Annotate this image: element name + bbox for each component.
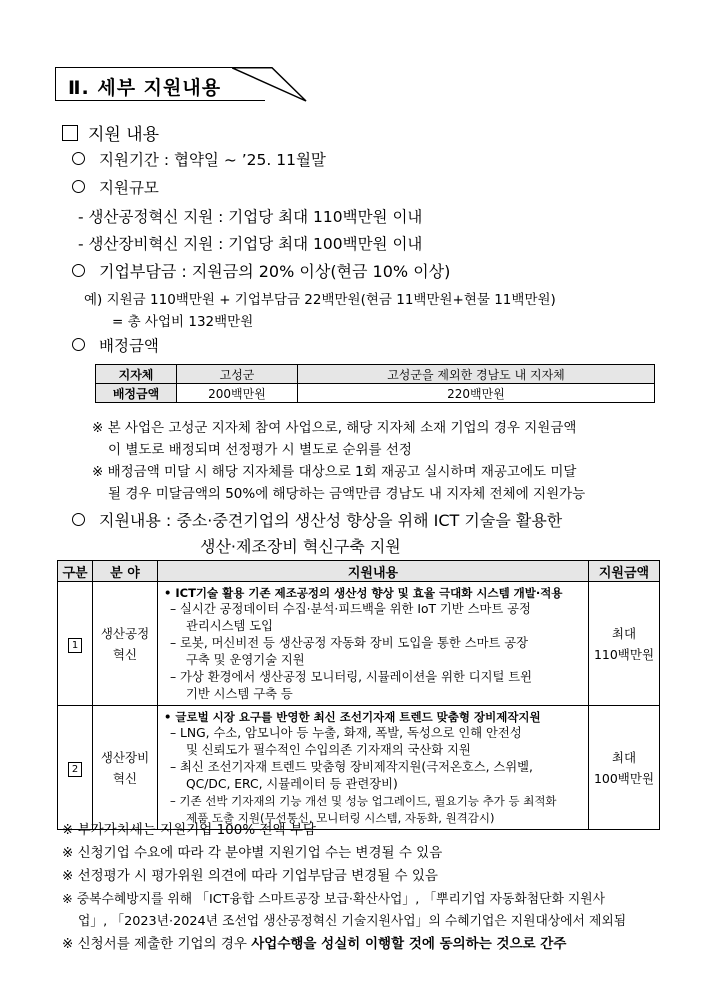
col-header: 지원내용 xyxy=(158,561,589,582)
page-title: Ⅱ. 세부 지원내용 xyxy=(68,77,222,99)
burden-total: = 총 사업비 132백만원 xyxy=(112,314,254,330)
circle-bullet-icon xyxy=(72,152,85,165)
alloc-header-cell: 고성군 xyxy=(177,365,298,384)
circle-bullet-icon xyxy=(72,338,85,351)
footer-note: 업」, 「2023년·2024년 조선업 생산공정혁신 기술지원사업」의 수혜기업은 지원대상에서 제외됨 xyxy=(78,914,627,929)
circle-bullet-icon xyxy=(72,180,85,193)
footer-note: ※ 신청기업 수요에 따라 각 분야별 지원기업 수는 변경될 수 있음 xyxy=(62,845,443,861)
support-scale-label: 지원규모 xyxy=(72,176,159,198)
allocation-table xyxy=(95,364,655,403)
alloc-row-label: 배정금액 xyxy=(96,384,177,403)
burden-label: 기업부담금 : 지원금의 20% 이상(현금 10% 이상) xyxy=(72,259,450,282)
row-amount: 최대 110백만원 xyxy=(589,582,660,706)
circle-bullet-icon xyxy=(72,264,85,277)
scale-item: - 생산공정혁신 지원 : 기업당 최대 110백만원 이내 xyxy=(78,208,423,226)
alloc-header-cell: 고성군을 제외한 경남도 내 지자체 xyxy=(298,365,655,384)
row-amount: 최대 100백만원 xyxy=(589,706,660,830)
content-label-cont: 생산·제조장비 혁신구축 지원 xyxy=(200,537,401,556)
content-label: 지원내용 : 중소·중견기업의 생산성 향상을 위해 ICT 기술을 활용한 xyxy=(72,508,562,531)
scale-item: - 생산장비혁신 지원 : 기업당 최대 100백만원 이내 xyxy=(78,235,423,253)
footer-note: ※ 부가가치세는 지원기업 100% 전액 부담 xyxy=(62,822,316,838)
note-line: ※ 본 사업은 고성군 지자체 참여 사업으로, 해당 지자체 소재 기업의 경우 지원금액 xyxy=(92,420,577,436)
alloc-header-cell: 지자체 xyxy=(96,365,177,384)
footer-note: ※ 선정평가 시 평가위원 의견에 따라 기업부담금 변경될 수 있음 xyxy=(62,868,438,884)
alloc-cell: 220백만원 xyxy=(298,384,655,403)
checkbox-square-icon xyxy=(62,125,78,141)
note-line: 될 경우 미달금액의 50%에 해당하는 금액만큼 경남도 내 지자체 전체에 지원가능 xyxy=(108,486,586,502)
footer-note: ※ 중복수혜방지를 위해 「ICT융합 스마트공장 보급·확산사업」, 「뿌리기업 자동화첨단화 지원사 xyxy=(62,892,605,907)
row-content: • ICT기술 활용 기존 제조공정의 생산성 향상 및 효율 극대화 시스템 개발·적용 – 실시간 공정데이터 수집·분석·피드백을 위한 IoT 기반 스마트 공정 관리시스템 도입 – 로봇, 머신비전 등 생산공정 자동화 장비 도입을 통한 스마트 공장 구축 및 운영기술 지원 – 가상 환경에서 생산공정 모니터링, 시뮬레이션을 위한 디지털 트윈 기반 시스템 구축 등 xyxy=(158,582,589,706)
header-arrow-shape xyxy=(232,67,312,102)
col-header: 지원금액 xyxy=(589,561,660,582)
footer-note-final: ※ 신청서를 제출한 기업의 경우 사업수행을 성실히 이행할 것에 동의하는 것으로 간주 xyxy=(62,936,567,952)
allocation-label: 배정금액 xyxy=(72,334,159,356)
row-content: • 글로벌 시장 요구를 반영한 최신 조선기자재 트렌드 맞춤형 장비제작지원 – LNG, 수소, 암모니아 등 누출, 화재, 폭발, 독성으로 인해 안전성 및 신뢰도가 필수적인 수입의존 기자재의 국산화 지원 – 최신 조선기자재 트렌드 맞춤형 장비제작지원(극저온호스, 스위벨, QC/DC, ERC, 시뮬레이터 등 관련장비) – 기존 선박 기자재의 기능 개선 및 성능 업그레이드, 필요기능 추가 등 최적화 제품 도출 지원(무선통신, 모니터링 시스템, 자동화, 원격감시) xyxy=(158,706,589,830)
row-number: 1 xyxy=(58,582,93,706)
note-line: ※ 배정금액 미달 시 해당 지자체를 대상으로 1회 재공고 실시하며 재공고에도 미달 xyxy=(92,464,577,480)
alloc-cell: 200백만원 xyxy=(177,384,298,403)
row-field: 생산장비 혁신 xyxy=(93,706,158,830)
row-field: 생산공정 혁신 xyxy=(93,582,158,706)
support-period: 지원기간 : 협약일 ~ ’25. 11월말 xyxy=(72,148,326,170)
circle-bullet-icon xyxy=(72,513,85,526)
col-header: 구분 xyxy=(58,561,93,582)
section-title: 지원 내용 xyxy=(62,120,159,145)
support-table xyxy=(57,560,660,830)
row-number: 2 xyxy=(58,706,93,830)
table-row xyxy=(58,706,660,830)
note-line: 이 별도로 배정되며 선정평가 시 별도로 순위를 선정 xyxy=(108,442,412,458)
table-row xyxy=(58,582,660,706)
col-header: 분 야 xyxy=(93,561,158,582)
burden-example: 예) 지원금 110백만원 + 기업부담금 22백만원(현금 11백만원+현물 11백만원) xyxy=(84,292,556,308)
